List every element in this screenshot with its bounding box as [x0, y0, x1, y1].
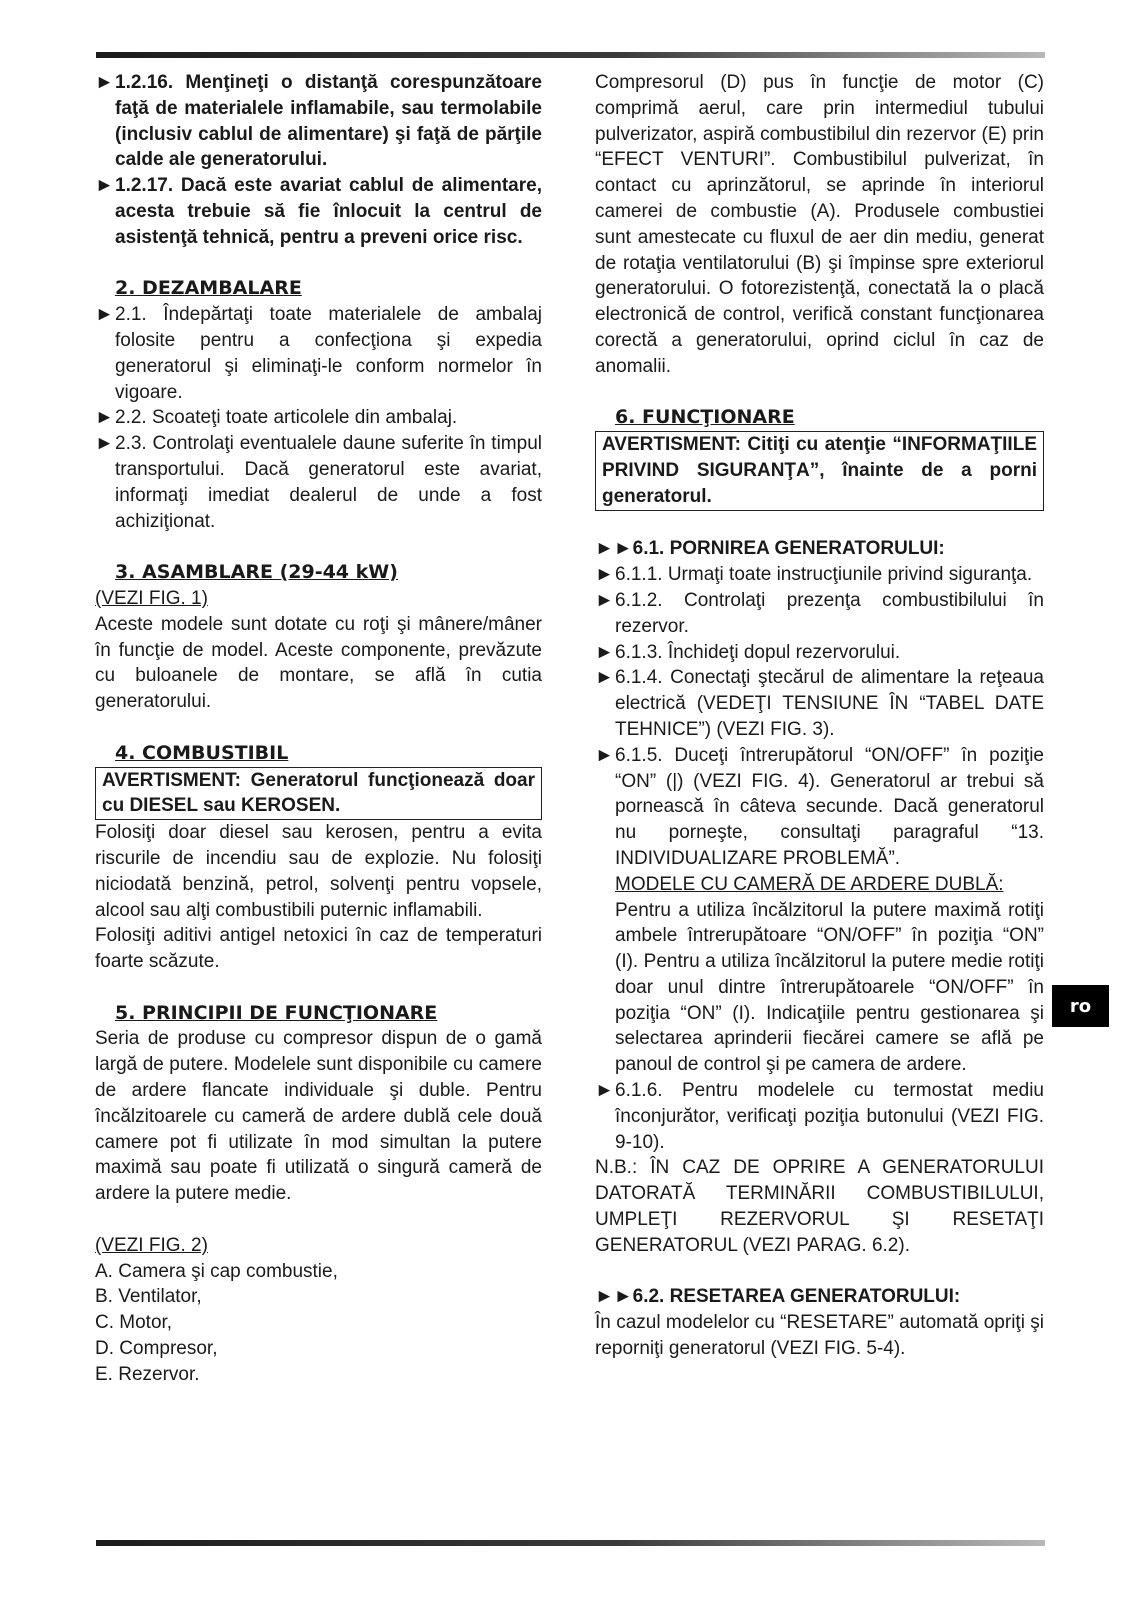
- dual-chamber-block: [595, 872, 1044, 1078]
- top-rule: [96, 52, 1045, 58]
- operation-warning-box: AVERTISMENT: Citiţi cu atenţie “INFORMAŢIILE PRIVIND SIGURANŢA”, înainte de a porni generatorul.: [595, 431, 1044, 510]
- section-heading-unpacking: 2. DEZAMBALARE: [115, 277, 302, 300]
- arrow-icon: ►: [595, 744, 614, 766]
- language-tab: ro: [1052, 985, 1109, 1027]
- arrow-icon: ►: [95, 72, 114, 93]
- fig-reference: (VEZI FIG. 2): [95, 1234, 208, 1256]
- arrow-icon: ►: [95, 304, 114, 326]
- nb-note: N.B.: ÎN CAZ DE OPRIRE A GENERATORULUI DATORATĂ TERMINĂRII COMBUSTIBILULUI, UMPLEŢI REZERVORUL ŞI RESETAŢI GENERATORUL (VEZI PARAG. 6.2).: [595, 1157, 1044, 1256]
- part-label: E. Rezervor.: [95, 1363, 200, 1385]
- section-heading-principles: 5. PRINCIPII DE FUNCŢIONARE: [115, 1001, 438, 1024]
- subheading-reset: ►►6.2. RESETAREA GENERATORULUI:: [595, 1286, 961, 1308]
- arrow-icon: ►: [595, 667, 614, 689]
- fuel-text-antigel: Folosiţi aditivi antigel netoxici în caz de temperaturi foarte scăzute.: [95, 925, 542, 973]
- list-item: ► 6.1.3. Închideţi dopul rezervorului.: [595, 640, 1044, 666]
- part-label: D. Compresor,: [95, 1338, 218, 1360]
- arrow-icon: ►: [595, 641, 614, 663]
- list-item: ► 6.1.1. Urmaţi toate instrucţiunile privind siguranţa.: [595, 562, 1044, 588]
- reset-text: În cazul modelelor cu “RESETARE” automată opriţi şi reporniţi generatorul (VEZI FIG. 5-4).: [595, 1312, 1044, 1360]
- double-arrow-icon: ►►: [595, 538, 633, 560]
- safety-item: ► 1.2.16. Menţineţi o distanţă corespunzătoare faţă de materialele inflamabile, sau termolabile (inclusiv cablul de alimentare) şi faţă de părţile calde ale generatorului.: [95, 72, 542, 171]
- list-item: ► 6.1.5. Duceţi întrerupătorul “ON/OFF” în poziţie “ON” (|) (VEZI FIG. 4). Generatorul ar trebui să pornească în câteva secunde. Dacă generatorul nu porneşte, consultaţi paragraful “13. INDIVIDUALIZARE PROBLEMĂ”.: [595, 744, 1044, 869]
- fuel-warning-box: AVERTISMENT: Generatorul funcţionează doar cu DIESEL sau KEROSEN.: [95, 767, 542, 821]
- principles-continued-text: Compresorul (D) pus în funcţie de motor (C) comprimă aerul, care prin intermediul tubului pulverizator, aspiră combustibilul din rezervor (E) prin “EFECT VENTURI”. Combustibilul pulverizat, în contact cu aprinzătorul, se aprinde în interiorul camerei de combustie (A). Produsele combustiei sunt amestecate cu fluxul de aer din mediu, generat de rotaţia ventilatorului (B) şi împinse spre exteriorul generatorului. O fotorezistenţă, conectată la o placă electronică de control, verifică constant funcţionarea corectă a generatorului, oprind ciclul în caz de anomalii.: [595, 72, 1044, 377]
- fig-reference: (VEZI FIG. 1): [95, 587, 208, 609]
- arrow-icon: ►: [95, 407, 114, 429]
- arrow-icon: ►: [595, 564, 614, 586]
- section-heading-operation: 6. FUNCŢIONARE: [615, 406, 795, 429]
- section-heading-fuel: 4. COMBUSTIBIL: [115, 741, 289, 764]
- principles-text: Seria de produse cu compresor dispun de o gamă largă de putere. Modelele sunt disponibile cu camere de ardere flancate individuale şi duble. Pentru încălzitoarele cu cameră de ardere dublă cele două camere pot fi utilizate în mod simultan la putere maximă sau poate fi utilizată o singură cameră de ardere la putere medie.: [95, 1028, 542, 1205]
- list-item: ► 6.1.6. Pentru modelele cu termostat mediu înconjurător, verificaţi poziţia butonului (VEZI FIG. 9-10).: [595, 1080, 1044, 1153]
- part-label: A. Camera şi cap combustie,: [95, 1260, 338, 1282]
- left-column: [95, 70, 542, 1388]
- part-label: B. Ventilator,: [95, 1286, 202, 1308]
- list-item: ► 2.1. Îndepărtaţi toate materialele de ambalaj folosite pentru a confecţiona şi expedia generatorul şi eliminaţi-le conform normelor în vigoare.: [95, 304, 542, 403]
- list-item: ► 2.2. Scoateţi toate articolele din ambalaj.: [95, 405, 542, 431]
- dual-chamber-text: Pentru a utiliza încălzitorul la putere maximă rotiţi ambele întrerupătoare “ON/OFF” în poziţia “ON” (I). Pentru a utiliza încălzitorul la putere medie rotiţi doar unul dintre întrerupătoarele “ON/OFF” în poziţia “ON” (I). Indicaţiile pentru gestionarea şi selectarea aprinderii fiecărei camere se află pe panoul de control şi pe camera de ardere.: [615, 899, 1044, 1076]
- part-label: C. Motor,: [95, 1312, 173, 1334]
- arrow-icon: ►: [595, 589, 614, 611]
- arrow-icon: ►: [95, 433, 114, 455]
- list-item: ► 6.1.2. Controlaţi prezenţa combustibilului în rezervor.: [595, 589, 1044, 637]
- double-arrow-icon: ►►: [595, 1286, 633, 1308]
- fuel-text: Folosiţi doar diesel sau kerosen, pentru a evita riscurile de incendiu sau de explozie. Nu folosiţi niciodată benzină, petrol, solvenţi pentru vopsele, alcool sau alţi combustibili puternic inflamabili.: [95, 822, 542, 921]
- list-item: ► 2.3. Controlaţi eventualele daune suferite în timpul transportului. Dacă generatorul este avariat, informaţi imediat dealerul de unde a fost achiziţionat.: [95, 433, 542, 532]
- list-item: ► 6.1.4. Conectaţi ştecărul de alimentare la reţeaua electrică (VEDEŢI TENSIUNE ÎN “TABEL DATE TEHNICE”) (VEZI FIG. 3).: [595, 667, 1044, 740]
- right-column: [595, 70, 1044, 1362]
- dual-chamber-heading: MODELE CU CAMERĂ DE ARDERE DUBLĂ:: [615, 873, 1004, 895]
- bottom-rule: [96, 1540, 1045, 1546]
- arrow-icon: ►: [595, 1080, 614, 1102]
- arrow-icon: ►: [95, 175, 114, 197]
- assembly-text: Aceste modele sunt dotate cu roţi şi mânere/mâner în funcţie de model. Aceste componente, prevăzute cu buloanele de montare, se află în cutia generatorului.: [95, 613, 542, 713]
- subheading-start: ►►6.1. PORNIREA GENERATORULUI:: [595, 538, 945, 560]
- section-heading-assembly: 3. ASAMBLARE (29-44 kW): [115, 561, 398, 584]
- safety-item: ► 1.2.17. Dacă este avariat cablul de alimentare, acesta trebuie să fie înlocuit la centrul de asistenţă tehnică, pentru a preveni orice risc.: [95, 175, 542, 248]
